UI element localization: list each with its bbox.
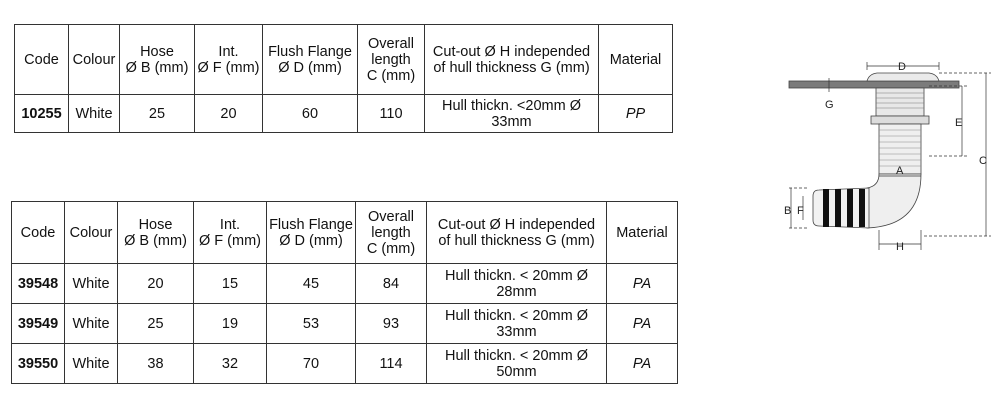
table-row (12, 304, 678, 344)
label-g: G (825, 99, 834, 111)
header-cutout: Cut-out Ø H independed of hull thickness G (mm) (427, 202, 607, 264)
cell-material: PA (607, 264, 678, 304)
cell-code: 39548 (12, 264, 65, 304)
header-code: Code (12, 202, 65, 264)
cell-cutout: Hull thickn. <20mm Ø 33mm (425, 95, 599, 133)
header-colour: Colour (65, 202, 118, 264)
cell-int: 19 (194, 304, 267, 344)
cell-length: 93 (356, 304, 427, 344)
label-b: B (784, 205, 792, 217)
header-cutout: Cut-out Ø H independed of hull thickness G (mm) (425, 25, 599, 95)
cell-hose: 38 (118, 344, 194, 384)
threaded-body (876, 88, 924, 116)
header-code: Code (15, 25, 69, 95)
header-hose: Hose Ø B (mm) (120, 25, 195, 95)
cell-code: 39549 (12, 304, 65, 344)
cell-colour: White (65, 264, 118, 304)
header-material: Material (607, 202, 678, 264)
cell-flange: 45 (267, 264, 356, 304)
header-length: Overall length C (mm) (358, 25, 425, 95)
spec-table-10255 (14, 24, 673, 133)
table-header-row (15, 25, 673, 95)
cell-colour: White (69, 95, 120, 133)
cell-material: PA (607, 344, 678, 384)
cell-material: PA (607, 304, 678, 344)
cell-int: 32 (194, 344, 267, 384)
header-int: Int. Ø F (mm) (195, 25, 263, 95)
label-a: A (896, 165, 904, 177)
lock-nut (871, 116, 929, 124)
skin-fitting-diagram (779, 58, 994, 258)
flush-flange (867, 73, 939, 81)
header-hose: Hose Ø B (mm) (118, 202, 194, 264)
cell-hose: 20 (118, 264, 194, 304)
table-row (12, 344, 678, 384)
cell-code: 10255 (15, 95, 69, 133)
header-material: Material (599, 25, 673, 95)
spec-table-395xx (11, 201, 678, 384)
label-f: F (797, 205, 804, 217)
elbow (867, 174, 921, 228)
cell-hose: 25 (118, 304, 194, 344)
table-header-row (12, 202, 678, 264)
cell-colour: White (65, 344, 118, 384)
header-flange: Flush Flange Ø D (mm) (267, 202, 356, 264)
label-h: H (896, 241, 904, 253)
cell-cutout: Hull thickn. < 20mm Ø 50mm (427, 344, 607, 384)
label-e: E (955, 117, 963, 129)
label-d: D (898, 61, 906, 73)
cell-material: PP (599, 95, 673, 133)
cell-length: 114 (356, 344, 427, 384)
cell-int: 20 (195, 95, 263, 133)
cell-flange: 60 (263, 95, 358, 133)
label-c: C (979, 155, 987, 167)
header-int: Int. Ø F (mm) (194, 202, 267, 264)
cell-flange: 53 (267, 304, 356, 344)
table-row (15, 95, 673, 133)
cell-code: 39550 (12, 344, 65, 384)
header-colour: Colour (69, 25, 120, 95)
cell-int: 15 (194, 264, 267, 304)
cell-length: 84 (356, 264, 427, 304)
cell-cutout: Hull thickn. < 20mm Ø 33mm (427, 304, 607, 344)
header-flange: Flush Flange Ø D (mm) (263, 25, 358, 95)
hull-plate (789, 81, 959, 88)
table-row (12, 264, 678, 304)
cell-length: 110 (358, 95, 425, 133)
cell-colour: White (65, 304, 118, 344)
cell-hose: 25 (120, 95, 195, 133)
cell-flange: 70 (267, 344, 356, 384)
cell-cutout: Hull thickn. < 20mm Ø 28mm (427, 264, 607, 304)
header-length: Overall length C (mm) (356, 202, 427, 264)
